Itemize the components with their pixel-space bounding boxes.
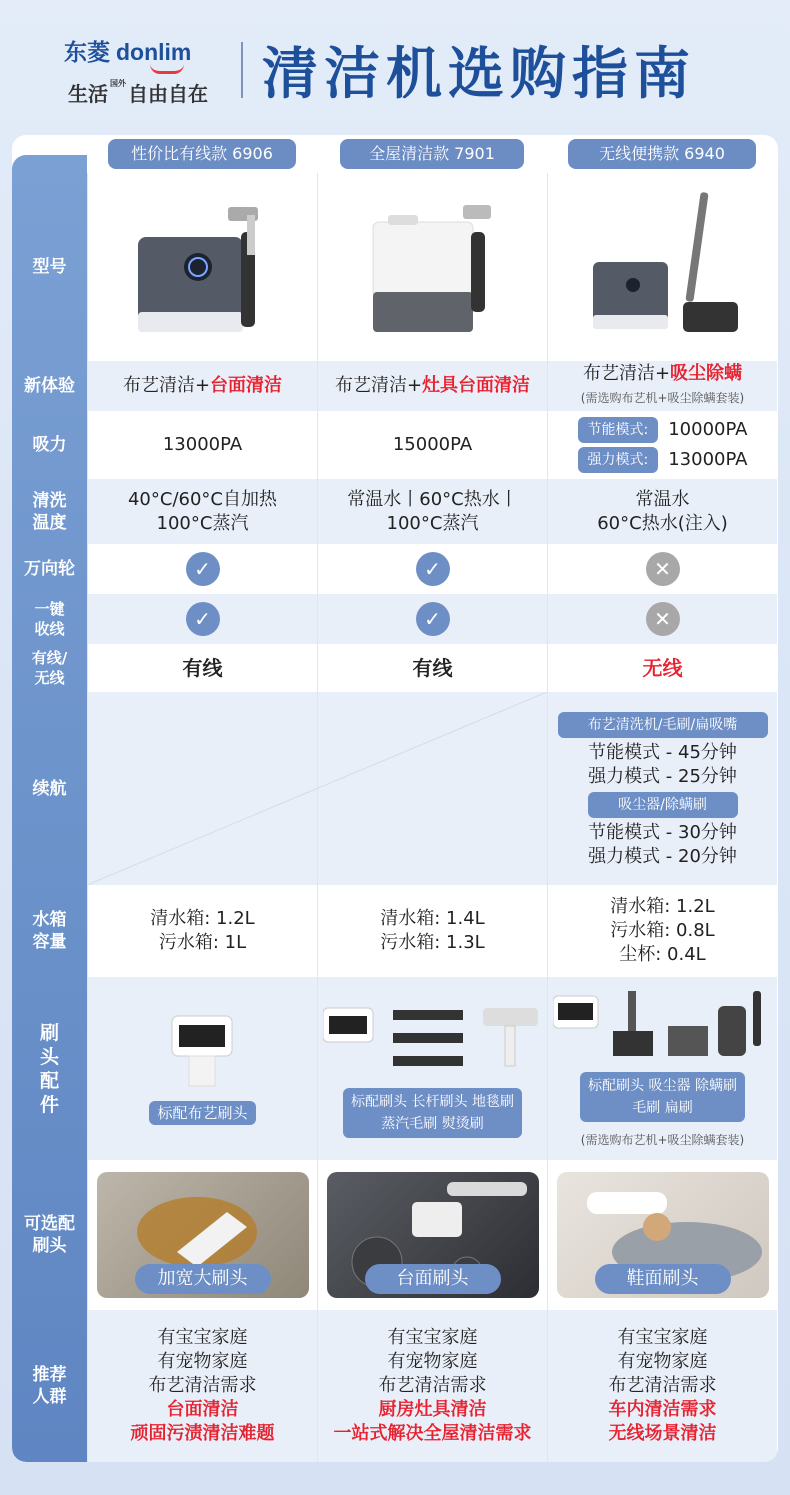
row-label: 新体验 [24,376,75,396]
audience-7901: 有宝宝家庭 有宠物家庭 布艺清洁需求 厨房灶具清洁 一站式解决全屋清洁需求 [317,1310,547,1462]
optional-brush-label: 台面刷头 [365,1264,501,1294]
optional-brush-label: 加宽大刷头 [135,1264,271,1294]
check-icon: ✓ [186,552,220,586]
suction-6940: 节能模式: 10000PA 强力模式: 13000PA [547,411,777,479]
row-label: 清洗 温度 [32,490,67,533]
row-brush [12,977,778,1160]
brush-7901: 标配刷头 长杆刷头 地毯刷 蒸汽毛刷 熨烫刷 [317,977,547,1160]
suction-7901: 15000PA [317,411,547,479]
row-model [12,173,778,361]
tank-7901: 清水箱: 1.4L 污水箱: 1.3L [317,885,547,977]
cross-icon: ✕ [646,602,680,636]
wired-6940: 无线 [547,644,777,692]
check-icon: ✓ [416,602,450,636]
suction-6906: 13000PA [87,411,317,479]
product-image-7901 [317,173,547,361]
brand-slogan: 生活 $^{国外}$ 自由自在 [68,78,208,106]
row-retract [12,594,778,644]
temp-6906: 40°C/60°C自加热 100°C蒸汽 [87,479,317,544]
page-title: 清洁机选购指南 [262,42,696,107]
product-image-6906 [87,173,317,361]
row-label: 吸力 [32,435,67,455]
temp-6940: 常温水 60°C热水(注入) [547,479,777,544]
comparison-table [12,135,778,1462]
brush-6940: 标配刷头 吸尘器 除螨刷 毛刷 扁刷 (需选购布艺机+吸尘除螨套装) [547,977,777,1160]
experience-6906: 布艺清洁+台面清洁 [87,361,317,411]
row-label: 有线/ 无线 [31,649,68,687]
battery-6940: 布艺清洗机/毛刷/扁吸嘴 节能模式 - 45分钟 强力模式 - 25分钟 吸尘器/除螨刷 节能模式 - 30分钟 强力模式 - 20分钟 [547,692,777,885]
counter-brush-photo [327,1172,539,1298]
brand-logo: 东菱 donlim [64,39,192,66]
row-audience [12,1310,778,1462]
column-header-6906: 性价比有线款 6906 [108,139,296,169]
row-label: 可选配 刷头 [24,1214,75,1256]
check-icon: ✓ [186,602,220,636]
brush-set-icon [553,986,773,1066]
audience-6906: 有宝宝家庭 有宠物家庭 布艺清洁需求 台面清洁 顽固污渍清洁难题 [87,1310,317,1462]
not-applicable-slash [87,692,547,885]
row-experience [12,361,778,411]
fabric-brush-icon [167,1011,237,1091]
row-label: 一键 收线 [34,600,65,638]
temp-7901: 常温水丨60°C热水丨 100°C蒸汽 [317,479,547,544]
audience-6940: 有宝宝家庭 有宠物家庭 布艺清洁需求 车内清洁需求 无线场景清洁 [547,1310,777,1462]
optional-brush-label: 鞋面刷头 [595,1264,731,1294]
tank-6940: 清水箱: 1.2L 污水箱: 0.8L 尘杯: 0.4L [547,885,777,977]
row-wired [12,644,778,692]
row-label: 万向轮 [24,559,75,579]
row-label: 续航 [32,778,67,799]
header-divider [241,42,243,98]
row-tank [12,885,778,977]
row-label: 刷 头 配 件 [39,1021,59,1116]
tank-6906: 清水箱: 1.2L 污水箱: 1L [87,885,317,977]
row-suction [12,411,778,479]
row-optional [12,1160,778,1310]
row-temperature [12,479,778,544]
experience-6940: 布艺清洁+吸尘除螨 (需选购布艺机+吸尘除螨套装) [547,361,777,411]
logo-smile-icon [150,64,184,74]
cross-icon: ✕ [646,552,680,586]
wired-6906: 有线 [87,644,317,692]
wide-brush-photo [97,1172,309,1298]
row-label: 型号 [32,257,67,277]
wired-7901: 有线 [317,644,547,692]
brush-6906: 标配布艺刷头 [87,977,317,1160]
product-image-6940 [547,173,777,361]
column-header-7901: 全屋清洁款 7901 [340,139,524,169]
row-label: 推荐 人群 [32,1365,67,1407]
column-header-6940: 无线便携款 6940 [568,139,756,169]
page-header [0,0,790,135]
row-label: 水箱 容量 [32,910,67,952]
brush-set-icon [323,998,543,1078]
experience-7901: 布艺清洁+灶具台面清洁 [317,361,547,411]
check-icon: ✓ [416,552,450,586]
shoe-brush-photo [557,1172,769,1298]
row-wheel [12,544,778,594]
